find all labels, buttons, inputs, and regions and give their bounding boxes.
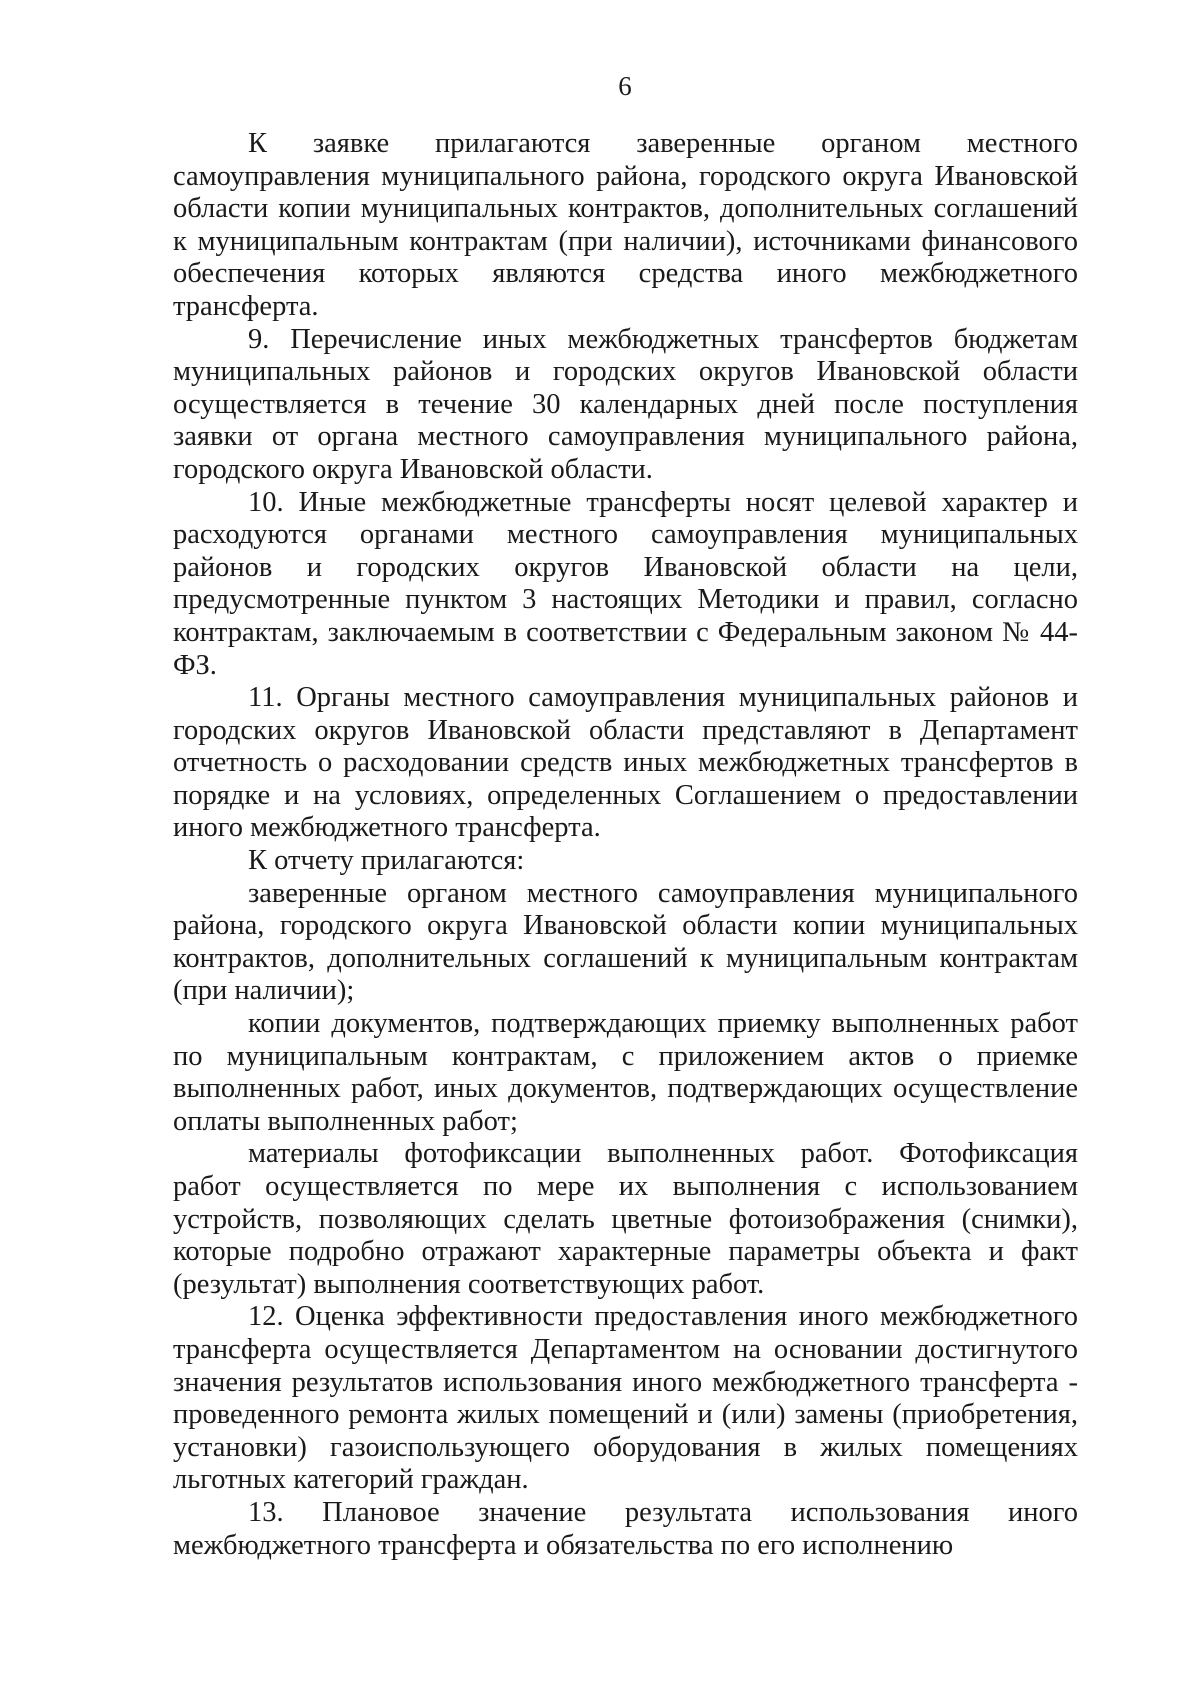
page-number: 6 — [618, 71, 632, 101]
paragraph-10-targeted-use: 10. Иные межбюджетные трансферты носят целевой характер и расходуются органами местного самоуправления муниципальных районов и городских округов Ивановской области на цели, предусмотренные пунктом 3 настоящих Методики и правил, согласно контрактам, заключаемым в соответствии с Федеральным законом № 44-ФЗ. — [173, 486, 1078, 681]
paragraph-9-transfer-timing: 9. Перечисление иных межбюджетных трансфертов бюджетам муниципальных районов и городских округов Ивановской области осуществляется в течение 30 календарных дней после поступления заявки от органа местного самоуправления муниципального района, городского округа Ивановской области. — [173, 323, 1078, 485]
paragraph-acceptance-documents: копии документов, подтверждающих приемку выполненных работ по муниципальным контрактам, с приложением актов о приемке выполненных работ, иных документов, подтверждающих осуществление оплаты выполненных работ; — [173, 1008, 1078, 1137]
paragraph-13-planned-value: 13. Плановое значение результата использования иного межбюджетного трансферта и обязательства по его исполнению — [173, 1496, 1078, 1561]
paragraph-11-reporting: 11. Органы местного самоуправления муниципальных районов и городских округов Ивановской области представляют в Департамент отчетность о расходовании средств иных межбюджетных трансфертов в порядке и на условиях, определенных Соглашением о предоставлении иного межбюджетного трансферта. — [173, 682, 1078, 844]
paragraph-application-attachments: К заявке прилагаются заверенные органом местного самоуправления муниципального района, городского округа Ивановской области копии муниципальных контрактов, дополнительных соглашений к муниципальным контрактам (при наличии), источниками финансового обеспечения которых являются средства иного межбюджетного трансферта. — [173, 128, 1078, 322]
paragraph-contract-copies: заверенные органом местного самоуправления муниципального района, городского округа Ивановской области копии муниципальных контрактов, дополнительных соглашений к муниципальным контрактам (при наличии); — [173, 877, 1078, 1007]
document-body — [173, 128, 1078, 1562]
paragraph-report-attachments-intro: К отчету прилагаются: — [248, 845, 525, 877]
paragraph-photo-materials: материалы фотофиксации выполненных работ. Фотофиксация работ осуществляется по мере их выполнения с использованием устройств, позволяющих сделать цветные фотоизображения (снимки), которые подробно отражают характерные параметры объекта и факт (результат) выполнения соответствующих работ. — [173, 1138, 1078, 1300]
paragraph-12-effectiveness: 12. Оценка эффективности предоставления иного межбюджетного трансферта осуществляется Департаментом на основании достигнутого значения результатов использования иного межбюджетного трансферта - проведенного ремонта жилых помещений и (или) замены (приобретения, установки) газоиспользующего оборудования в жилых помещениях льготных категорий граждан. — [173, 1301, 1078, 1496]
